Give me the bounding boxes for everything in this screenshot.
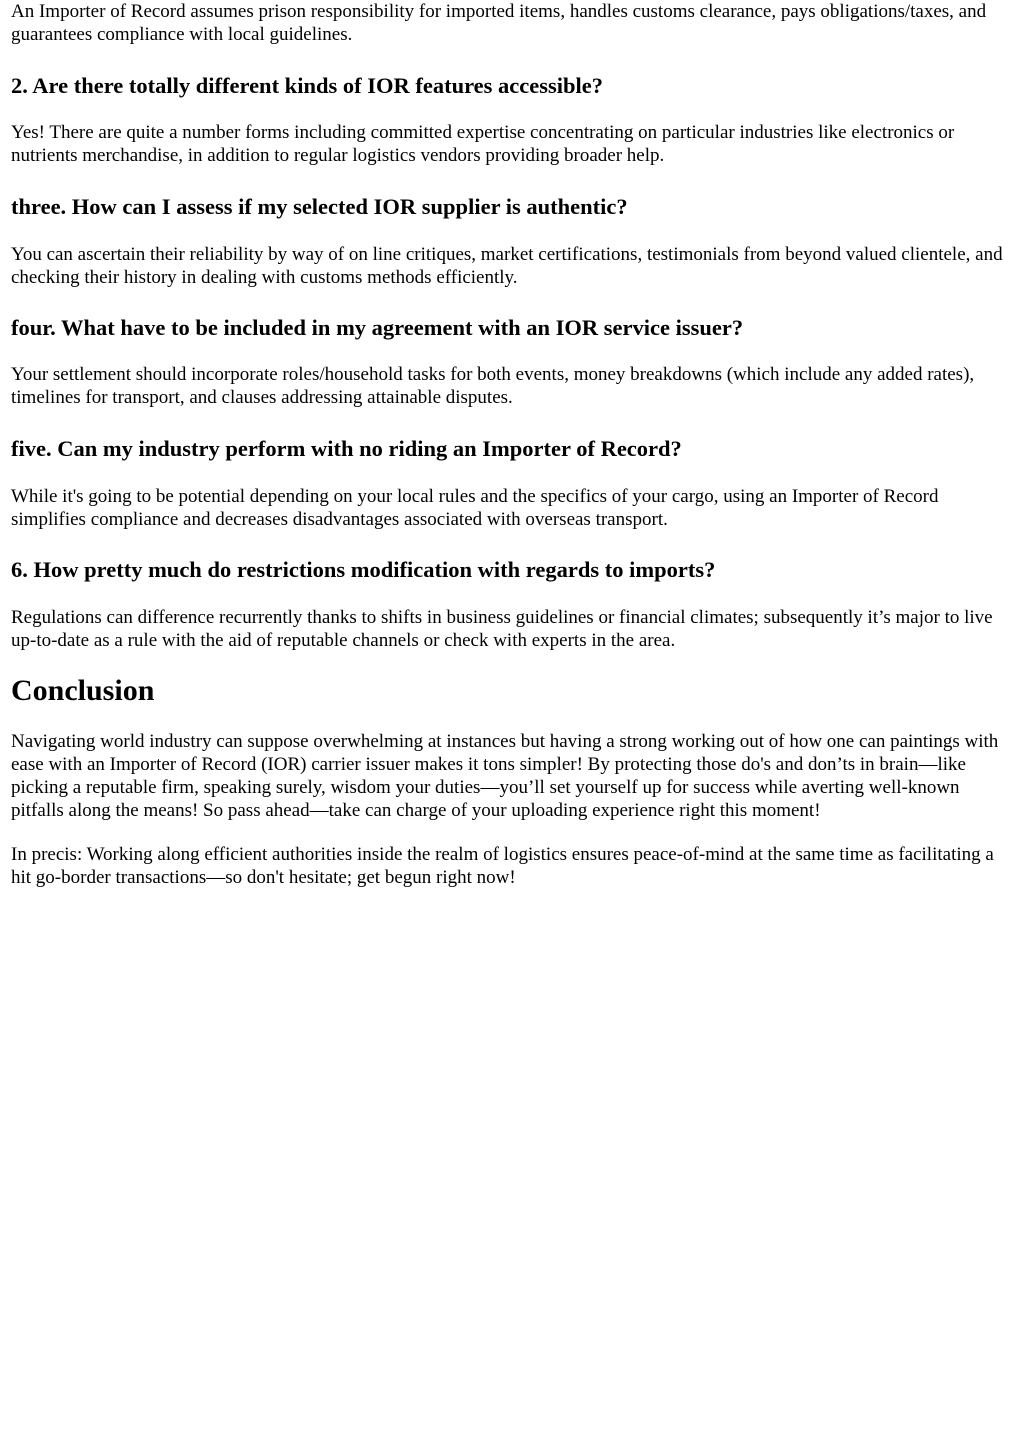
faq-question-5: five. Can my industry perform with no riding an Importer of Record? xyxy=(11,436,682,461)
faq-answer-3: You can ascertain their reliability by way of on line critiques, market certifications, testimonials from beyond valued clientele, and checking their history in dealing with customs methods efficiently. xyxy=(11,244,1003,288)
faq-answer-6: Regulations can difference recurrently thanks to shifts in business guidelines or financial climates; subsequently it’s major to live up-to-date as a rule with the aid of reputable channels or check with experts in the area. xyxy=(11,607,993,651)
faq-answer-4: Your settlement should incorporate roles/household tasks for both events, money breakdowns (which include any added rates), timelines for transport, and clauses addressing attainable disputes. xyxy=(11,364,975,408)
faq-question-6: 6. How pretty much do restrictions modification with regards to imports? xyxy=(11,557,716,582)
conclusion-paragraph-1: Navigating world industry can suppose overwhelming at instances but having a strong working out of how one can paintings with ease with an Importer of Record (IOR) carrier issuer makes it tons simpler! By protecting those do's and don’ts in brain—like picking a reputable firm, speaking surely, wisdom your duties—you’ll set yourself up for success while averting well-known pitfalls along the means! So pass ahead—take can charge of your uploading experience right this moment! xyxy=(11,731,999,821)
conclusion-heading: Conclusion xyxy=(11,674,155,707)
faq-answer-5: While it's going to be potential depending on your local rules and the specifics of your cargo, using an Importer of Record simplifies compliance and decreases disadvantages associated with overseas transport. xyxy=(11,486,939,530)
faq-answer-2: Yes! There are quite a number forms including committed expertise concentrating on particular industries like electronics or nutrients merchandise, in addition to regular logistics vendors providing broader help. xyxy=(11,122,955,166)
faq-question-3: three. How can I assess if my selected IOR supplier is authentic? xyxy=(11,194,628,219)
conclusion-paragraph-2: In precis: Working along efficient authorities inside the realm of logistics ensures peace-of-mind at the same time as facilitating a hit go-border transactions—so don't hesitate; get begun right now! xyxy=(11,844,994,888)
faq-question-4: four. What have to be included in my agreement with an IOR service issuer? xyxy=(11,315,744,340)
faq-question-2: 2. Are there totally different kinds of IOR features accessible? xyxy=(11,73,604,98)
intro-paragraph: An Importer of Record assumes prison responsibility for imported items, handles customs clearance, pays obligations/taxes, and guarantees compliance with local guidelines. xyxy=(11,1,987,45)
